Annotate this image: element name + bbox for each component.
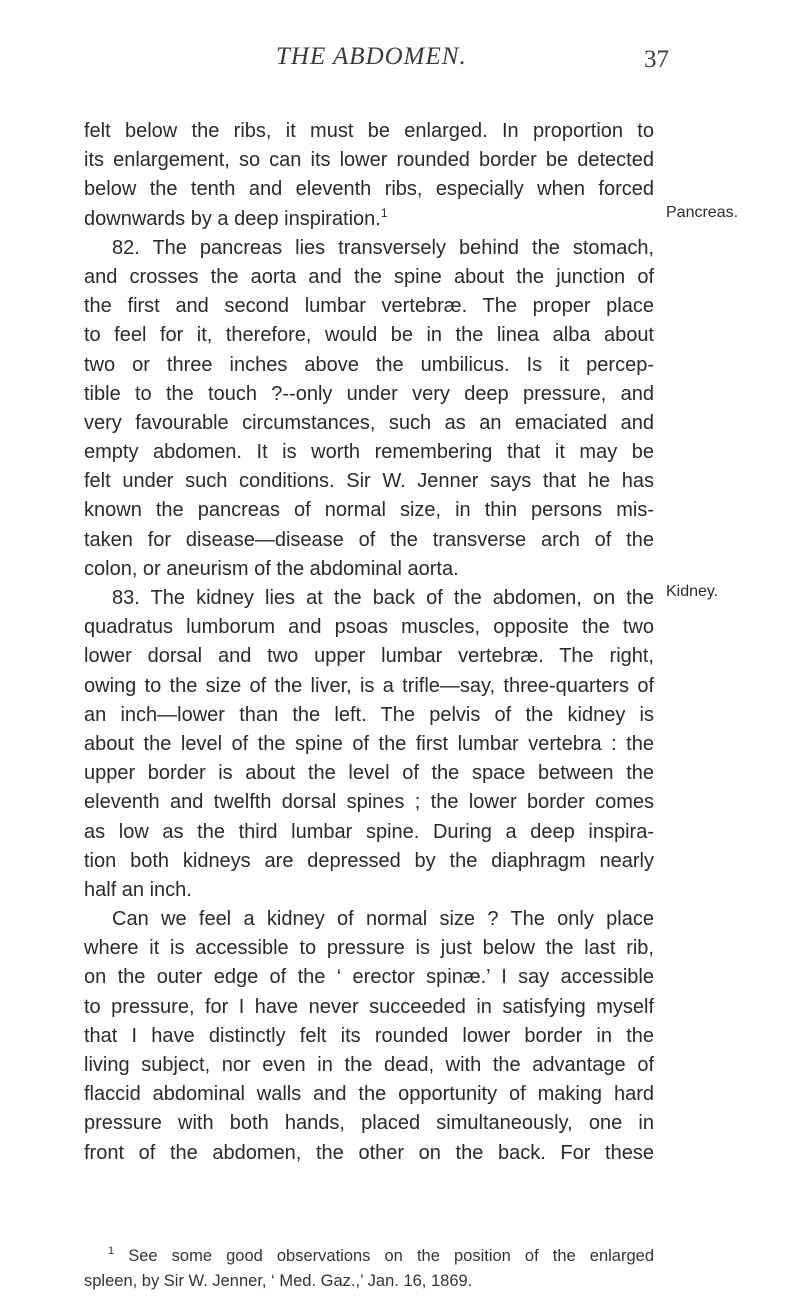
text-line: quadratus lumborum and psoas muscles, opposite the two	[84, 616, 654, 639]
text-line: felt below the ribs, it must be enlarged. In proportion to	[84, 120, 654, 142]
text-line: flaccid abdominal walls and the opportunity of making hard	[84, 1083, 654, 1106]
text-line: very favourable circumstances, such as an emaciated and	[84, 411, 654, 434]
text-line: upper border is about the level of the space between the	[84, 762, 654, 785]
text-line: about the level of the spine of the first lumbar vertebra : the	[84, 732, 654, 755]
text-line: pressure with both hands, placed simultaneously, one in	[84, 1112, 654, 1135]
footnote-line-content: See some good observations on the position of the enlarged	[128, 1247, 654, 1265]
text-line: eleventh and twelfth dorsal spines ; the lower border comes	[84, 791, 654, 814]
text-line: front of the abdomen, the other on the back. For these	[84, 1141, 654, 1164]
body-text	[84, 117, 654, 1168]
paragraph-start-can-we: Can we feel a kidney of normal size ? The only place	[112, 908, 654, 931]
text-line: its enlargement, so can its lower rounded border be detected	[84, 149, 654, 172]
footnote-line: spleen, by Sir W. Jenner, ‘ Med. Gaz.,’ Jan. 16, 1869.	[84, 1272, 473, 1290]
text-line: where it is accessible to pressure is just below the last rib,	[84, 937, 654, 960]
margin-note-pancreas: Pancreas.	[666, 204, 739, 221]
text-line-content: downwards by a deep inspiration.	[84, 207, 381, 230]
text-line: colon, or aneurism of the abdominal aorta.	[84, 557, 459, 580]
running-head-title: THE ABDOMEN.	[276, 43, 467, 70]
text-line: taken for disease—disease of the transverse arch of the	[84, 528, 654, 551]
text-line: felt under such conditions. Sir W. Jenner says that he has	[84, 470, 654, 493]
text-line: known the pancreas of normal size, in thin persons mis-	[84, 499, 654, 522]
footnote	[84, 1244, 654, 1294]
footnote-line	[84, 1244, 654, 1269]
text-line: lower dorsal and two upper lumbar vertebræ. The right,	[84, 645, 654, 668]
text-line: half an inch.	[84, 878, 192, 901]
text-line	[84, 205, 654, 234]
text-line: living subject, nor even in the dead, with the advantage of	[84, 1054, 654, 1076]
text-line: to feel for it, therefore, would be in the linea alba about	[84, 324, 654, 347]
text-line: and crosses the aorta and the spine about the junction of	[84, 265, 654, 288]
text-line: two or three inches above the umbilicus. Is it percep-	[84, 353, 654, 376]
text-line: to pressure, for I have never succeeded in satisfying myself	[84, 995, 654, 1018]
paragraph-start-82: 82. The pancreas lies transversely behind the stomach,	[112, 236, 654, 259]
running-head	[0, 43, 800, 77]
text-line: the first and second lumbar vertebræ. The proper place	[84, 295, 654, 318]
text-line: tion both kidneys are depressed by the diaphragm nearly	[84, 849, 654, 872]
margin-note-kidney: Kidney.	[666, 583, 719, 600]
text-line: an inch—lower than the left. The pelvis of the kidney is	[84, 703, 654, 726]
text-line: that I have distinctly felt its rounded lower border in the	[84, 1024, 654, 1047]
text-line: on the outer edge of the ‘ erector spinæ.’ I say accessible	[84, 966, 654, 989]
footnote-marker: 1	[108, 1245, 115, 1257]
text-line: tible to the touch ?--only under very deep pressure, and	[84, 382, 654, 405]
text-line: owing to the size of the liver, is a trifle—say, three-quarters of	[84, 674, 654, 697]
text-line: below the tenth and eleventh ribs, especially when forced	[84, 178, 654, 201]
paragraph-start-83: 83. The kidney lies at the back of the abdomen, on the	[112, 587, 654, 609]
text-line: empty abdomen. It is worth remembering that it may be	[84, 441, 654, 464]
page-number: 37	[644, 46, 669, 73]
footnote-reference: 1	[380, 205, 388, 220]
text-line: as low as the third lumbar spine. During a deep inspira-	[84, 820, 654, 843]
